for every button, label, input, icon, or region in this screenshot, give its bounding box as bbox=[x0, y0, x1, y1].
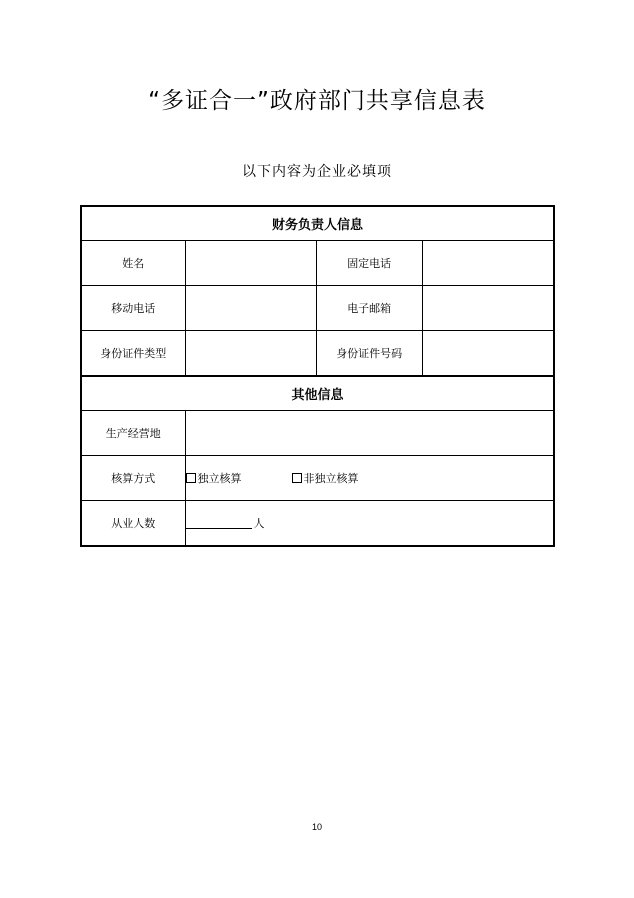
landline-label: 固定电话 bbox=[316, 241, 422, 286]
id-number-field[interactable] bbox=[422, 331, 554, 377]
document-subtitle: 以下内容为企业必填项 bbox=[242, 164, 392, 180]
document-title: “多证合一”政府部门共享信息表 bbox=[148, 88, 486, 114]
landline-field[interactable] bbox=[422, 241, 554, 286]
name-field[interactable] bbox=[185, 241, 316, 286]
address-label: 生产经营地 bbox=[81, 411, 185, 456]
other-section-heading: 其他信息 bbox=[81, 376, 554, 411]
employees-unit: 人 bbox=[253, 517, 265, 530]
id-number-label: 身份证件号码 bbox=[316, 331, 422, 377]
independent-accounting-label: 独立核算 bbox=[197, 472, 242, 485]
email-field[interactable] bbox=[422, 286, 554, 331]
independent-accounting-option[interactable] bbox=[186, 470, 242, 486]
employees-label: 从业人数 bbox=[81, 501, 185, 547]
non-independent-accounting-label: 非独立核算 bbox=[303, 472, 359, 485]
checkbox-icon[interactable] bbox=[186, 473, 196, 483]
mobile-field[interactable] bbox=[185, 286, 316, 331]
email-label: 电子邮箱 bbox=[316, 286, 422, 331]
id-type-label: 身份证件类型 bbox=[81, 331, 185, 377]
page-number: 10 bbox=[311, 822, 322, 832]
name-label: 姓名 bbox=[81, 241, 185, 286]
employees-cell bbox=[185, 501, 554, 547]
id-type-field[interactable] bbox=[185, 331, 316, 377]
accounting-label: 核算方式 bbox=[81, 456, 185, 501]
shared-info-form bbox=[80, 205, 555, 547]
checkbox-icon[interactable] bbox=[292, 473, 302, 483]
finance-section-heading: 财务负责人信息 bbox=[81, 206, 554, 241]
mobile-label: 移动电话 bbox=[81, 286, 185, 331]
address-field[interactable] bbox=[185, 411, 554, 456]
employees-field[interactable] bbox=[186, 516, 252, 529]
non-independent-accounting-option[interactable] bbox=[292, 470, 359, 486]
accounting-options bbox=[185, 456, 554, 501]
